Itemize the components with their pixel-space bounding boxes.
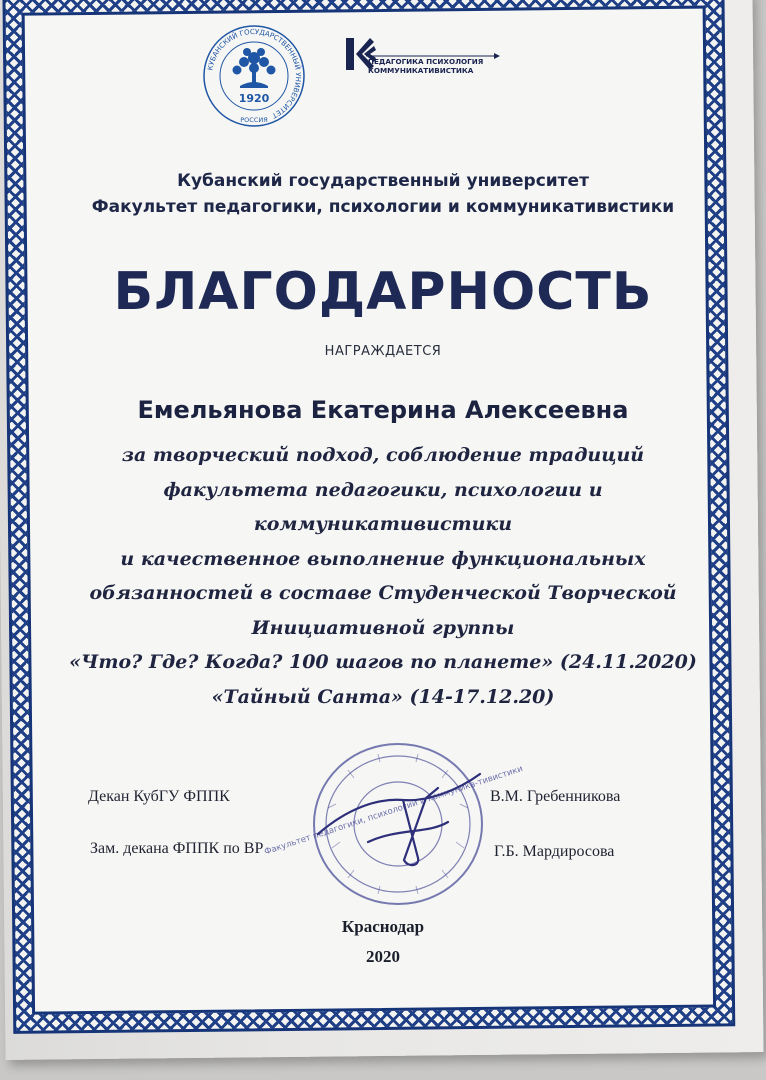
seal-ring-text: КУБАНСКИЙ ГОСУДАРСТВЕННЫЙ УНИВЕРСИТЕТ bbox=[206, 27, 303, 120]
faculty-logo-line1: ПЕДАГОГИКА ПСИХОЛОГИЯ bbox=[368, 57, 484, 66]
reason-line: факультета педагогики, психологии и bbox=[163, 478, 603, 501]
faculty-logo-line2: КОММУНИКАТИВИСТИКА bbox=[368, 66, 474, 75]
signature-stroke bbox=[318, 774, 480, 865]
seal-year: 1920 bbox=[238, 92, 270, 105]
reason-line: Инициативной группы bbox=[251, 616, 515, 639]
deputy-dean-name: Г.Б. Мардиросова bbox=[494, 843, 615, 860]
stamp-text: Факультет педагогики, психологии и коммуника-тивистики bbox=[263, 764, 525, 858]
reason-line: «Тайный Санта» (14-17.12.20) bbox=[211, 685, 555, 708]
seal-bottom-text: РОССИЯ bbox=[240, 116, 268, 124]
deputy-dean-title: Зам. декана ФППК по ВР bbox=[90, 840, 264, 857]
city: Краснодар bbox=[341, 917, 425, 936]
awarded-label: НАГРАЖДАЕТСЯ bbox=[324, 344, 442, 359]
official-stamp bbox=[263, 738, 525, 910]
issuer-header bbox=[0, 168, 766, 220]
university-name: Кубанский государственный университет bbox=[177, 171, 589, 191]
reason-line: за творческий подход, соблюдение традиций bbox=[121, 444, 645, 466]
dean-title: Декан КубГУ ФППК bbox=[88, 788, 230, 805]
reason-line: коммуникативистики bbox=[253, 513, 513, 535]
university-seal-logo bbox=[200, 22, 308, 130]
tree-icon bbox=[233, 48, 276, 88]
reason-line: обязанностей в составе Студенческой Творческой bbox=[89, 582, 677, 604]
year: 2020 bbox=[366, 947, 400, 966]
faculty-logo bbox=[344, 34, 504, 82]
certificate-title: БЛАГОДАРНОСТЬ bbox=[113, 262, 653, 322]
reason-line: «Что? Где? Когда? 100 шагов по планете» (24.11.2020) bbox=[69, 651, 697, 673]
recipient-name: Емельянова Екатерина Алексеевна bbox=[137, 396, 629, 424]
award-reason bbox=[0, 438, 766, 714]
place-and-year bbox=[0, 912, 766, 972]
faculty-name: Факультет педагогики, психологии и коммуникативистики bbox=[91, 197, 675, 217]
reason-line: и качественное выполнение функциональных bbox=[120, 547, 646, 570]
dean-name: В.М. Гребенникова bbox=[490, 788, 621, 805]
